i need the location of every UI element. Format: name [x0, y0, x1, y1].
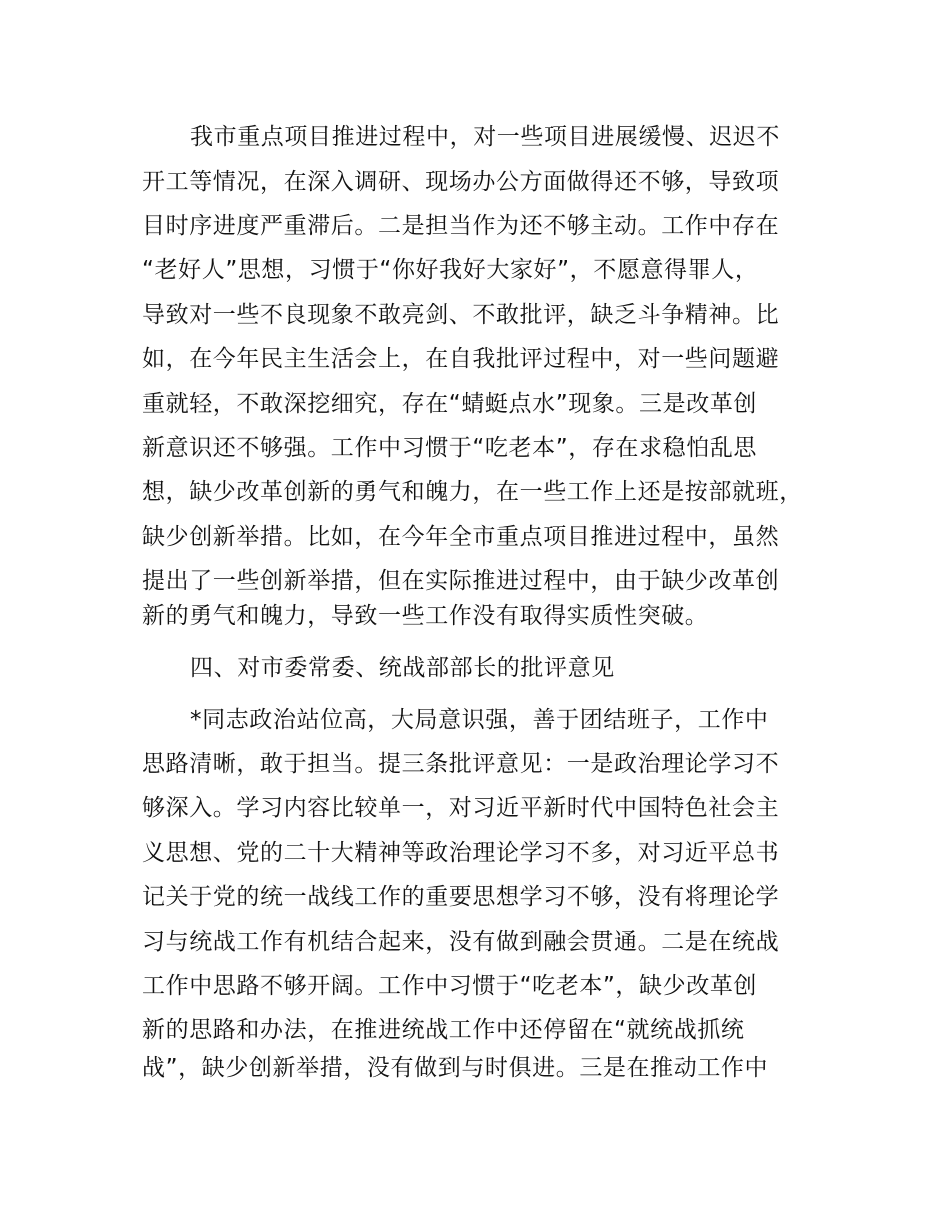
text-line: 思路清晰，敢于担当。提三条批评意见：一是政治理论学习不: [142, 751, 780, 777]
text-line: 战”，缺少创新举措，没有做到与时俱进。三是在推动工作中: [142, 1055, 769, 1081]
text-line: 工作中思路不够开阔。工作中习惯于“吃老本”，缺少改革创: [142, 973, 758, 999]
text-line: 缺少创新举措。比如，在今年全市重点项目推进过程中，虽然: [142, 524, 780, 550]
text-line: 记关于党的统一战线工作的重要思想学习不够，没有将理论学: [142, 884, 780, 910]
text-line: 新的勇气和魄力，导致一些工作没有取得实质性突破。: [142, 603, 709, 629]
text-line: 习与统战工作有机结合起来，没有做到融会贯通。二是在统战: [142, 929, 780, 955]
text-line: 如，在今年民主生活会上，在自我批评过程中，对一些问题避: [142, 346, 780, 372]
text-line: 新的思路和办法，在推进统战工作中还停留在“就统战抓统: [142, 1017, 745, 1043]
section-heading: 四、对市委常委、统战部部长的批评意见: [190, 655, 615, 681]
text-line: 目时序进度严重滞后。二是担当作为还不够主动。工作中存在: [142, 213, 780, 239]
text-line: 新意识还不够强。工作中习惯于“吃老本”，存在求稳怕乱思: [142, 435, 758, 461]
text-line: 想，缺少改革创新的勇气和魄力，在一些工作上还是按部就班，: [142, 479, 803, 505]
text-line: 提出了一些创新举措，但在实际推进过程中，由于缺少改革创: [142, 568, 780, 594]
text-line: *同志政治站位高，大局意识强，善于团结班子，工作中: [190, 707, 769, 733]
text-line: 够深入。学习内容比较单一，对习近平新时代中国特色社会主: [142, 795, 780, 821]
text-line: “老好人”思想，习惯于“你好我好大家好”，不愿意得罪人，: [142, 257, 759, 283]
text-line: 我市重点项目推进过程中，对一些项目进展缓慢、迟迟不: [190, 124, 780, 150]
text-line: 义思想、党的二十大精神等政治理论学习不多，对习近平总书: [142, 840, 780, 866]
text-line: 导致对一些不良现象不敢亮剑、不敢批评，缺乏斗争精神。比: [142, 302, 780, 328]
text-line: 开工等情况，在深入调研、现场办公方面做得还不够，导致项: [142, 169, 780, 195]
text-line: 重就轻，不敢深挖细究，存在“蜻蜓点水”现象。三是改革创: [142, 391, 758, 417]
